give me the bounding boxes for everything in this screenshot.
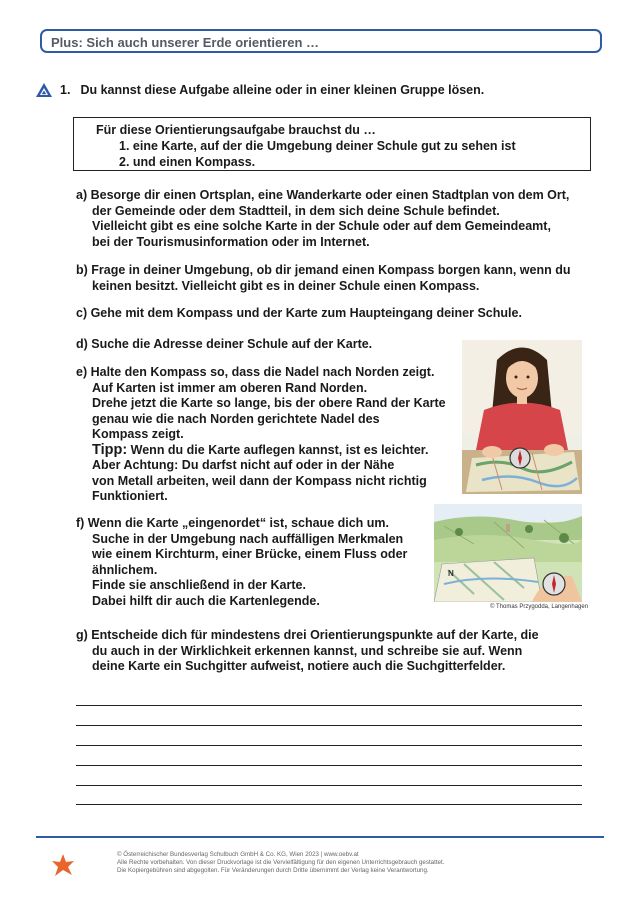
task-number: 1. <box>60 83 71 97</box>
item-g-line: du auch in der Wirklichkeit erkennen kannst, und schreibe sie auf. Wenn <box>92 643 523 658</box>
writing-line <box>76 705 582 706</box>
item-e-line: Kompass zeigt. <box>92 427 184 441</box>
item-d-line: d) Suche die Adresse deiner Schule auf der Karte. <box>76 337 373 351</box>
item-c-line: c) Gehe mit dem Kompass und der Karte zum Haupteingang deiner Schule. <box>76 306 522 320</box>
image-credit: © Thomas Przygodda, Langenhagen <box>490 604 589 610</box>
task-text: Du kannst diese Aufgabe alleine oder in einer kleinen Gruppe lösen. <box>80 83 485 97</box>
item-a-line: a) Besorge dir einen Ortsplan, eine Wanderkarte oder einen Stadtplan von dem Ort, <box>76 188 570 202</box>
item-g-line: g) Entscheide dich für mindestens drei Orientierungspunkte auf der Karte, die <box>76 628 539 642</box>
publisher-logo-icon <box>50 852 76 878</box>
triangle-level-icon <box>36 83 52 97</box>
header-title-box <box>40 29 602 53</box>
item-a <box>76 188 569 250</box>
footer-text <box>117 851 444 875</box>
item-a-line: Vielleicht gibt es eine solche Karte in der Schule oder auf dem Gemeindeamt, <box>92 219 551 233</box>
writing-line <box>76 765 582 766</box>
item-e-line: Drehe jetzt die Karte so lange, bis der obere Rand der Karte <box>92 396 446 410</box>
info-intro: Für diese Orientierungsaufgabe brauchst du … <box>96 123 376 137</box>
item-e-line: Auf Karten ist immer am oberen Rand Norden. <box>92 380 368 395</box>
girl-with-compass-illustration <box>462 340 582 494</box>
tip-line: von Metall arbeiten, weil dann der Kompass nicht richtig <box>92 473 427 488</box>
item-a-line: der Gemeinde oder dem Stadtteil, in dem sich deine Schule befindet. <box>92 203 500 218</box>
item-f-line: wie einem Kirchturm, einer Brücke, einem Fluss oder <box>92 547 408 561</box>
writing-line <box>76 804 582 805</box>
page-title: Plus: Sich auch unserer Erde orientieren … <box>51 35 320 50</box>
item-f-line: Suche in der Umgebung nach auffälligen Merkmalen <box>92 531 404 546</box>
tip-label: Tipp: <box>92 441 128 458</box>
item-g <box>76 628 539 675</box>
landscape-map-illustration <box>434 504 582 602</box>
item-f-line: ähnlichem. <box>92 562 158 577</box>
item-f <box>76 516 407 609</box>
info-box <box>73 117 591 171</box>
item-c <box>76 306 522 322</box>
writing-line <box>76 745 582 746</box>
tip-line <box>76 443 446 459</box>
item-f-line: Finde sie anschließend in der Karte. <box>92 578 306 592</box>
item-e-line: genau wie die nach Norden gerichtete Nadel des <box>92 411 380 426</box>
item-e-line: e) Halte den Kompass so, dass die Nadel nach Norden zeigt. <box>76 365 435 379</box>
item-f-line: f) Wenn die Karte „eingenordet“ ist, schaue dich um. <box>76 516 390 530</box>
item-a-line: bei der Tourismusinformation oder im Internet. <box>92 234 370 249</box>
footer-divider <box>36 836 604 838</box>
info-item: 1. eine Karte, auf der die Umgebung deiner Schule gut zu sehen ist <box>119 139 516 153</box>
info-item: 2. und einen Kompass. <box>119 155 256 169</box>
tip-line: Aber Achtung: Du darfst nicht auf oder in der Nähe <box>92 458 395 472</box>
item-g-line: deine Karte ein Suchgitter aufweist, notiere auch die Suchgitterfelder. <box>92 659 506 673</box>
tip-line: Funktioniert. <box>92 489 168 503</box>
map-north-label: N <box>448 569 454 578</box>
item-b-line: b) Frage in deiner Umgebung, ob dir jemand einen Kompass borgen kann, wenn du <box>76 263 571 277</box>
writing-line <box>76 725 582 726</box>
footer-line: Alle Rechte vorbehalten. Von dieser Druckvorlage ist die Vervielfältigung für den eigenen Unterrichtsgebrauch gestattet. <box>117 859 445 866</box>
item-e <box>76 365 446 505</box>
task-heading <box>36 83 484 97</box>
item-d <box>76 337 372 353</box>
writing-line <box>76 785 582 786</box>
item-b-line: keinen besitzt. Vielleicht gibt es in deiner Schule einen Kompass. <box>92 278 480 293</box>
footer-line: Die Kopiergebühren sind abgegolten. Für Veränderungen durch Dritte übernimmt der Verlag keine Verantwortung. <box>117 867 429 874</box>
footer-line: © Österreichischer Bundesverlag Schulbuch GmbH & Co. KG, Wien 2023 | www.oebv.at <box>117 851 359 858</box>
item-b <box>76 263 571 294</box>
tip-text: Wenn du die Karte auflegen kannst, ist es leichter. <box>130 442 429 457</box>
item-f-line: Dabei hilft dir auch die Kartenlegende. <box>92 593 320 608</box>
